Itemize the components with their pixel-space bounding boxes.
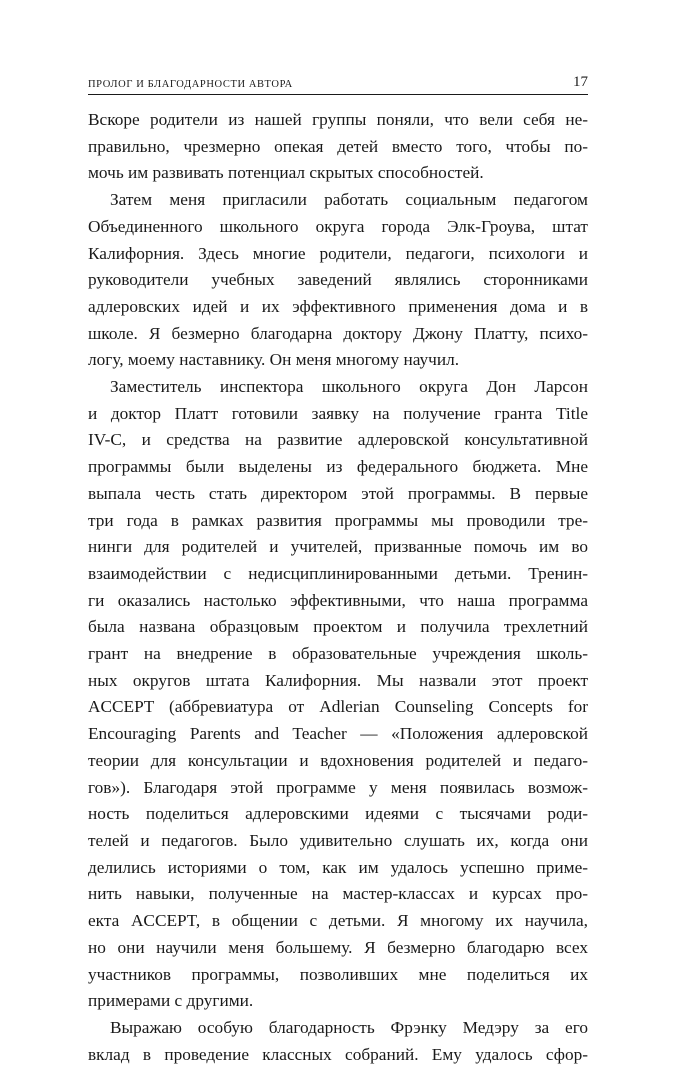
text-line: вклад в проведение классных собраний. Ему удалось сфор- xyxy=(88,1044,588,1064)
text-line: Выражаю особую благодарность Фрэнку Медэру за его xyxy=(110,1017,588,1037)
text-line: руководители учебных заведений являлись сторонниками xyxy=(88,270,588,290)
text-line: телей и педагогов. Было удивительно слушать их, когда они xyxy=(88,830,588,850)
paragraph xyxy=(88,374,588,1015)
page-number: 17 xyxy=(573,74,588,90)
text-line: мочь им развивать потенциал скрытых способностей. xyxy=(88,163,484,183)
text-line: правильно, чрезмерно опекая детей вместо того, чтобы по- xyxy=(88,136,588,156)
text-line: Вскоре родители из нашей группы поняли, что вели себя не- xyxy=(88,110,588,129)
text-line: школе. Я безмерно благодарна доктору Джону Платту, психо- xyxy=(88,323,588,343)
text-line: делились историями о том, как им удалось успешно приме- xyxy=(88,857,588,877)
text-line: была названа образцовым проектом и получила трехлетний xyxy=(88,617,588,637)
text-line: IV-C, и средства на развитие адлеровской консультативной xyxy=(88,430,588,450)
running-title: ПРОЛОГ И БЛАГОДАРНОСТИ АВТОРА xyxy=(88,79,293,90)
text-line: Затем меня пригласили работать социальным педагогом xyxy=(110,190,588,210)
body-text xyxy=(88,107,588,1068)
paragraph xyxy=(88,107,588,187)
text-line: участников программы, позволивших мне поделиться их xyxy=(88,964,588,984)
text-line: адлеровских идей и их эффективного применения дома и в xyxy=(88,296,588,316)
running-header xyxy=(88,70,588,95)
text-line: Заместитель инспектора школьного округа Дон Ларсон xyxy=(110,377,588,397)
text-line: ACCEPT (аббревиатура от Adlerian Counseling Concepts for xyxy=(88,697,588,717)
text-line: гов»). Благодаря этой программе у меня появилась возмож- xyxy=(88,777,588,797)
text-line: выпала честь стать директором этой программы. В первые xyxy=(88,483,588,503)
text-line: примерами с другими. xyxy=(88,991,254,1011)
book-page xyxy=(88,70,588,1068)
text-line: и доктор Платт готовили заявку на получение гранта Title xyxy=(88,403,588,423)
text-line: екта ACCEPT, в общении с детьми. Я многому их научила, xyxy=(88,911,588,931)
text-line: нинги для родителей и учителей, призванные помочь им во xyxy=(88,537,588,557)
paragraph xyxy=(88,187,588,374)
text-line: но они научили меня большему. Я безмерно благодарю всех xyxy=(88,937,588,957)
text-line: грант на внедрение в образовательные учреждения школь- xyxy=(88,644,588,664)
text-line: взаимодействии с недисциплинированными детьми. Тренин- xyxy=(88,563,588,583)
text-line: Калифорния. Здесь многие родители, педагоги, психологи и xyxy=(88,243,588,263)
text-line: ность поделиться адлеровскими идеями с тысячами роди- xyxy=(88,804,588,824)
text-line: нить навыки, полученные на мастер-классах и курсах про- xyxy=(88,884,588,904)
paragraph xyxy=(88,1015,588,1068)
text-line: программы были выделены из федерального бюджета. Мне xyxy=(88,457,588,477)
text-line: Encouraging Parents and Teacher — «Положения адлеровской xyxy=(88,724,588,744)
text-line: ных округов штата Калифорния. Мы назвали этот проект xyxy=(88,670,588,690)
text-line: логу, моему наставнику. Он меня многому научил. xyxy=(88,350,460,370)
text-line: три года в рамках развития программы мы проводили тре- xyxy=(88,510,588,530)
text-line: Объединенного школьного округа города Элк-Гроува, штат xyxy=(88,216,588,236)
text-line: ги оказались настолько эффективными, что наша программа xyxy=(88,590,588,610)
text-line: теории для консультации и вдохновения родителей и педаго- xyxy=(88,750,588,770)
